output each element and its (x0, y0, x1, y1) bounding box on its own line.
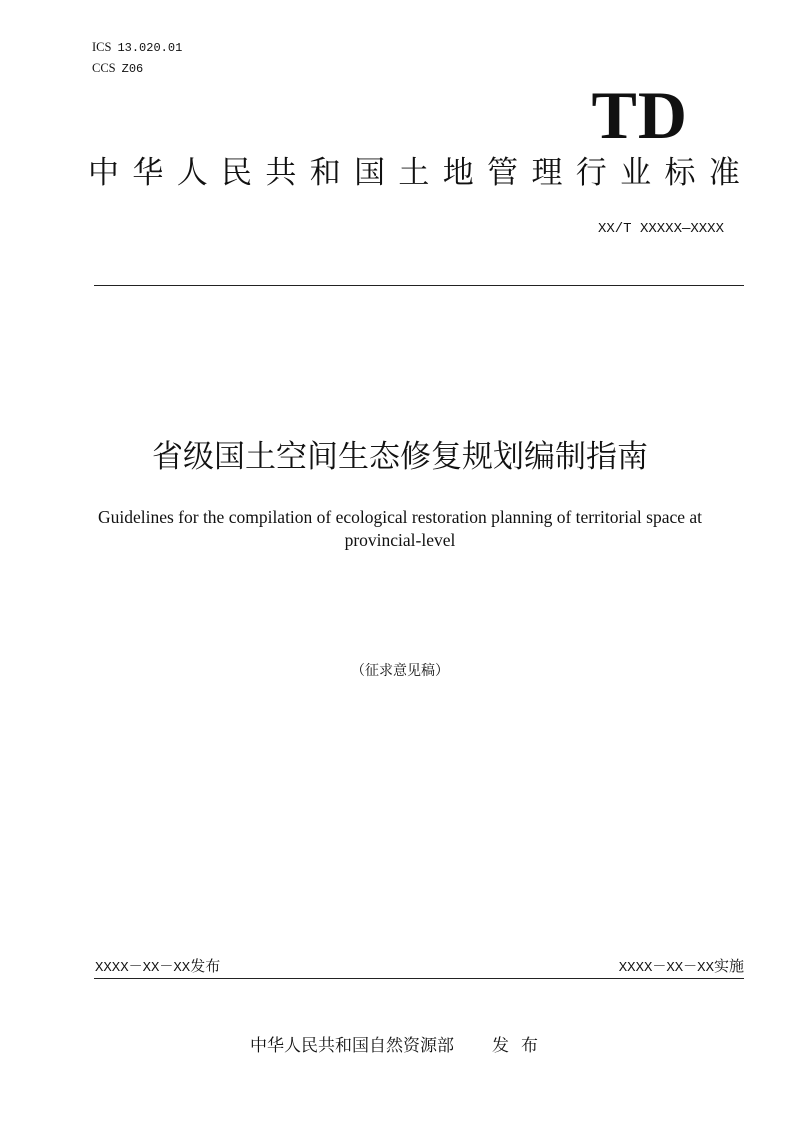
standard-category-char: 土 (398, 155, 430, 191)
effective-label: 实施 (713, 957, 744, 975)
ccs-code (92, 61, 143, 76)
issuer-name: 中华人民共和国自然资源部 (250, 1036, 454, 1056)
ccs-label: CCS (92, 61, 116, 75)
ics-value: 13.020.01 (117, 41, 183, 55)
effective-date-code: XXXX－XX－XX (618, 960, 714, 976)
standard-category-char: 业 (620, 155, 652, 191)
standard-category-char: 标 (664, 155, 696, 191)
standard-category-char: 理 (531, 155, 563, 191)
standard-number: XX/T XXXXX—XXXX (597, 221, 724, 237)
footer-divider (94, 978, 744, 979)
standard-category-char: 管 (487, 155, 519, 191)
standard-category-char: 准 (708, 155, 740, 191)
issuer-line (0, 1034, 800, 1058)
document-title-english: Guidelines for the compilation of ecological restoration planning of territorial space at provincial-level (97, 507, 703, 550)
standard-category-title (88, 152, 740, 194)
standard-category-char: 华 (132, 155, 164, 191)
standard-mark-logo: TD (591, 77, 688, 153)
standard-category-char: 国 (354, 155, 386, 191)
release-date-code: XXXX－XX－XX (95, 960, 191, 976)
ics-code (92, 40, 182, 55)
standard-category-char: 行 (575, 155, 607, 191)
standard-category-char: 人 (176, 155, 208, 191)
effective-date (619, 956, 744, 978)
release-date (95, 956, 220, 978)
release-label: 发布 (190, 957, 221, 975)
header-divider (94, 285, 744, 286)
standard-category-char: 民 (221, 155, 253, 191)
document-title-chinese: 省级国土空间生态修复规划编制指南 (152, 439, 648, 475)
standard-category-char: 和 (309, 155, 341, 191)
issuer-action: 发布 (492, 1036, 550, 1056)
standard-category-char: 共 (265, 155, 297, 191)
ccs-value: Z06 (121, 62, 144, 76)
ics-label: ICS (92, 40, 112, 54)
draft-status-note: （征求意见稿） (351, 663, 449, 679)
standard-category-char: 中 (88, 155, 119, 191)
standard-category-char: 地 (442, 155, 474, 191)
